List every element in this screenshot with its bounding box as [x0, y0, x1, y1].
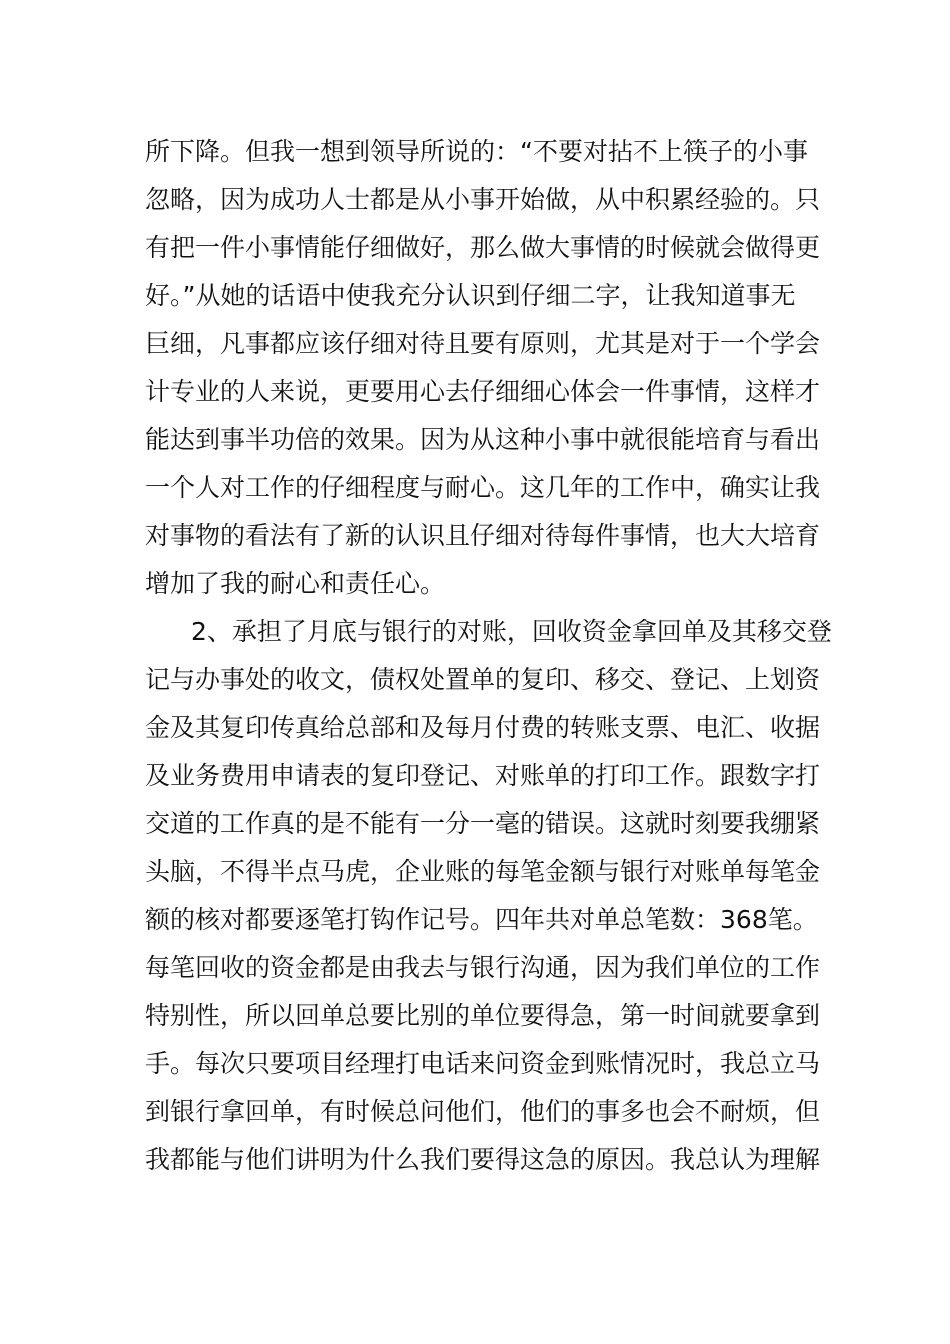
text-line: 头脑，不得半点马虎，企业账的每笔金额与银行对账单每笔金: [145, 857, 821, 886]
text-line: 对事物的看法有了新的认识且仔细对待每件事情，也大大培育: [145, 521, 821, 550]
text-line: 额的核对都要逐笔打钩作记号。四年共对单总笔数：368笔。: [145, 905, 818, 934]
text-line: 忽略，因为成功人士都是从小事开始做，从中积累经验的。只: [145, 185, 821, 214]
text-line: 有把一件小事情能仔细做好，那么做大事情的时候就会做得更: [145, 233, 821, 262]
text-line: 好。”从她的话语中使我充分认识到仔细二字，让我知道事无: [145, 281, 796, 310]
text-line: 金及其复印传真给总部和及每月付费的转账支票、电汇、收据: [145, 713, 821, 742]
text-line: 所下降。但我一想到领导所说的：“不要对拈不上筷子的小事: [145, 137, 808, 166]
paragraph-start-line: 2、承担了月底与银行的对账，回收资金拿回单及其移交登: [191, 617, 832, 646]
text-line: 增加了我的耐心和责任心。: [145, 569, 446, 598]
text-line: 到银行拿回单，有时候总问他们，他们的事多也会不耐烦，但: [145, 1097, 821, 1126]
text-line: 交道的工作真的是不能有一分一毫的错误。这就时刻要我绷紧: [145, 809, 821, 838]
text-line: 一个人对工作的仔细程度与耐心。这几年的工作中，确实让我: [145, 473, 821, 502]
text-line: 特别性，所以回单总要比别的单位要得急，第一时间就要拿到: [145, 1001, 821, 1030]
text-line: 我都能与他们讲明为什么我们要得这急的原因。我总认为理解: [145, 1145, 821, 1174]
body-text: [145, 128, 832, 1184]
text-line: 手。每次只要项目经理打电话来问资金到账情况时，我总立马: [145, 1049, 821, 1078]
text-line: 及业务费用申请表的复印登记、对账单的打印工作。跟数字打: [145, 761, 821, 790]
text-line: 每笔回收的资金都是由我去与银行沟通，因为我们单位的工作: [145, 953, 821, 982]
text-line: 能达到事半功倍的效果。因为从这种小事中就很能培育与看出: [145, 425, 821, 454]
text-line: 计专业的人来说，更要用心去仔细细心体会一件事情，这样才: [145, 377, 821, 406]
text-line: 记与办事处的收文，债权处置单的复印、移交、登记、上划资: [145, 665, 821, 694]
text-line: 巨细，凡事都应该仔细对待且要有原则，尤其是对于一个学会: [145, 329, 821, 358]
